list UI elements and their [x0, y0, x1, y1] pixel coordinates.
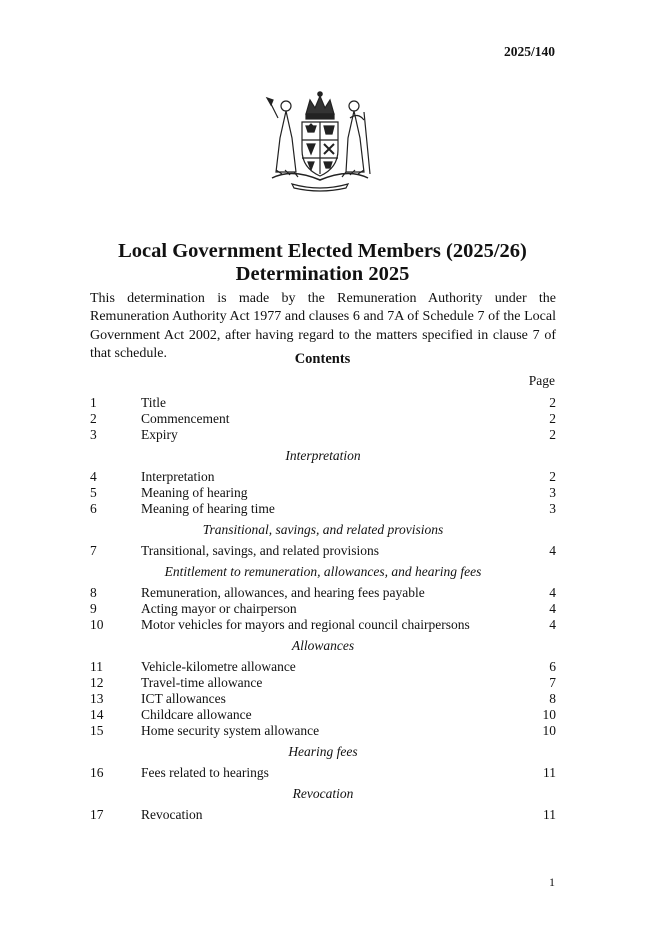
entry-number: 12	[90, 675, 104, 690]
entry-page: 4	[549, 543, 556, 558]
enacting-statement: This determination is made by the Remuneration Authority under the Remuneration Authority Act 1977 and clauses 6 and 7A of Schedule 7 of the Local Government Act 2002, after having regard to the matters specified in clause 7 of that schedule.	[90, 291, 556, 361]
entry-label: Expiry	[141, 427, 178, 442]
contents-entry[interactable]	[90, 807, 556, 824]
entry-number: 14	[90, 707, 104, 722]
entry-number: 15	[90, 723, 104, 738]
entry-label: Childcare allowance	[141, 707, 252, 722]
entry-label: Revocation	[141, 807, 203, 822]
contents-entry[interactable]	[90, 395, 556, 412]
entry-label: Fees related to hearings	[141, 765, 269, 780]
entry-number: 5	[90, 485, 97, 500]
entry-label: Remuneration, allowances, and hearing fees payable	[141, 585, 425, 600]
contents-entry[interactable]	[90, 585, 556, 602]
contents-entry[interactable]	[90, 675, 556, 692]
entry-page: 10	[542, 723, 556, 738]
entry-number: 7	[90, 543, 97, 558]
contents-entry[interactable]	[90, 601, 556, 618]
contents-entry[interactable]	[90, 411, 556, 428]
entry-page: 2	[549, 427, 556, 442]
entry-label: Acting mayor or chairperson	[141, 601, 297, 616]
entry-page: 2	[549, 411, 556, 426]
contents-entry[interactable]	[90, 543, 556, 560]
entry-label: Motor vehicles for mayors and regional council chairpersons	[141, 617, 470, 632]
entry-page: 4	[549, 585, 556, 600]
entry-number: 8	[90, 585, 97, 600]
entry-number: 4	[90, 469, 97, 484]
entry-label: Vehicle-kilometre allowance	[141, 659, 296, 674]
entry-label: Transitional, savings, and related provisions	[141, 543, 379, 558]
entry-number: 1	[90, 395, 97, 410]
section-heading: Interpretation	[285, 448, 361, 463]
entry-label: Title	[141, 395, 167, 410]
entry-label: Meaning of hearing time	[141, 501, 275, 516]
entry-number: 3	[90, 427, 97, 442]
contents-entry[interactable]	[90, 427, 556, 444]
contents-entry[interactable]	[90, 469, 556, 486]
page-number: 1	[549, 875, 555, 889]
section-heading: Revocation	[292, 786, 354, 801]
entry-page: 8	[549, 691, 556, 706]
document-number: 2025/140	[503, 44, 555, 59]
contents-entry[interactable]	[90, 765, 556, 782]
contents-entry[interactable]	[90, 485, 556, 502]
entry-number: 17	[90, 807, 104, 822]
entry-page: 4	[549, 617, 556, 632]
contents-entry[interactable]	[90, 659, 556, 676]
entry-page: 2	[549, 469, 556, 484]
section-heading: Transitional, savings, and related provisions	[202, 522, 444, 537]
contents-entry[interactable]	[90, 501, 556, 518]
entry-number: 9	[90, 601, 97, 616]
entry-page: 6	[549, 659, 556, 674]
contents-heading: Contents	[294, 351, 351, 367]
entry-number: 13	[90, 691, 104, 706]
entry-page: 3	[549, 485, 556, 500]
section-heading: Allowances	[291, 638, 355, 653]
entry-page: 2	[549, 395, 556, 410]
entry-page: 4	[549, 601, 556, 616]
entry-number: 10	[90, 617, 104, 632]
entry-label: Home security system allowance	[141, 723, 320, 738]
entry-number: 6	[90, 501, 97, 516]
entry-page: 10	[542, 707, 556, 722]
entry-label: Travel-time allowance	[141, 675, 263, 690]
entry-label: ICT allowances	[141, 691, 226, 706]
entry-label: Commencement	[141, 411, 230, 426]
entry-page: 11	[543, 807, 556, 822]
entry-page: 11	[543, 765, 556, 780]
entry-number: 16	[90, 765, 104, 780]
document-title	[0, 240, 645, 286]
title-line-2: Determination 2025	[235, 263, 410, 285]
entry-number: 2	[90, 411, 97, 426]
section-heading: Entitlement to remuneration, allowances, and hearing fees	[164, 564, 482, 579]
title-line-1: Local Government Elected Members (2025/26)	[118, 240, 527, 262]
page-column-heading: Page	[528, 373, 555, 388]
entry-label: Meaning of hearing	[141, 485, 248, 500]
entry-page: 7	[549, 675, 556, 690]
contents-entry[interactable]	[90, 691, 556, 708]
contents-entry[interactable]	[90, 707, 556, 724]
entry-page: 3	[549, 501, 556, 516]
contents-entry[interactable]	[90, 723, 556, 740]
coat-of-arms-icon	[262, 88, 378, 192]
entry-number: 11	[90, 659, 103, 674]
section-heading: Hearing fees	[288, 744, 358, 759]
contents-entry[interactable]	[90, 617, 556, 634]
entry-label: Interpretation	[141, 469, 215, 484]
